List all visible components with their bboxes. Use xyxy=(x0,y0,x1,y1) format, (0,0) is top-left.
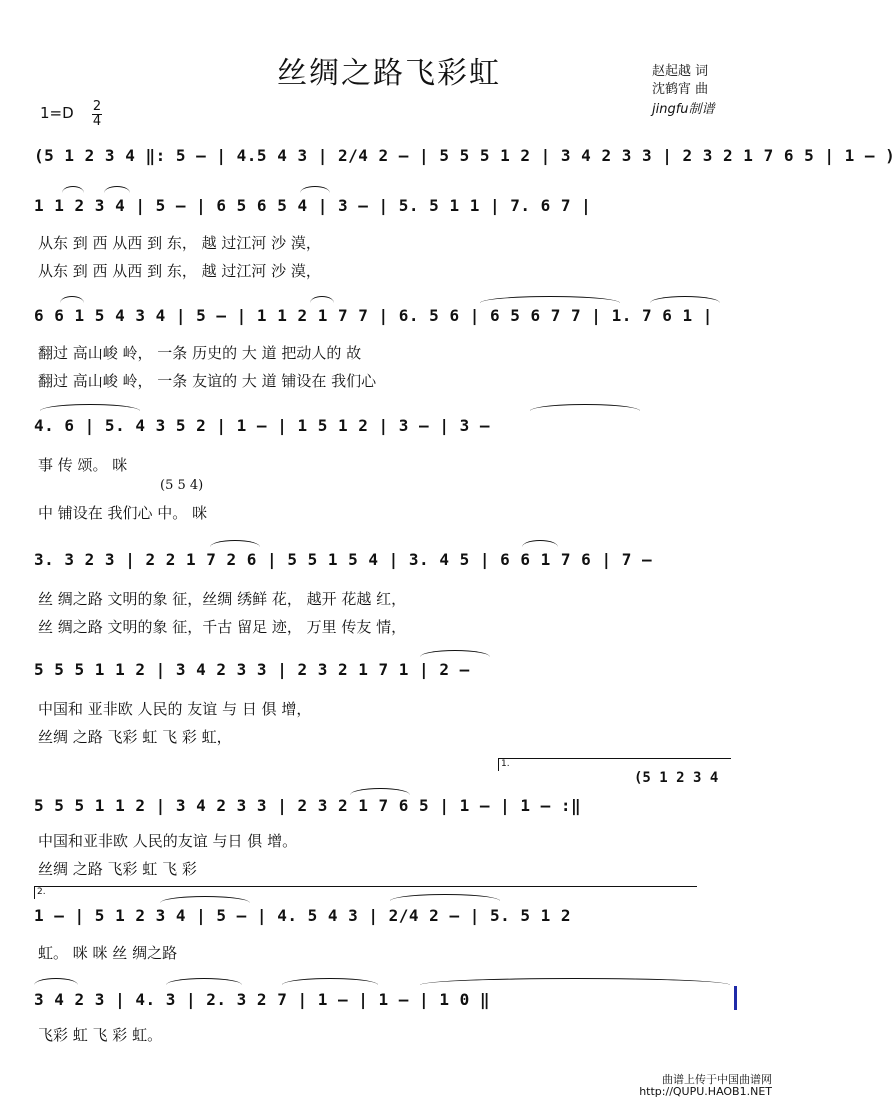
notation-line-6: 5 5 5 1 1 2 | 3 4 2 3 3 | 2 3 2 1 7 1 | 2 – xyxy=(34,660,470,679)
lyric-7a: 中国和亚非欧 人民的友谊 与日 俱 增。 xyxy=(38,832,298,850)
notation-line-5: 3. 3 2 3 | 2 2 1 7 2 6 | 5 5 1 5 4 | 3. 4 5 | 6 6 1 7 6 | 7 – xyxy=(34,550,653,569)
slur xyxy=(390,894,500,901)
lyric-4a: 事 传 颂。 咪 xyxy=(38,456,128,474)
slur xyxy=(104,186,130,193)
notation-line-9: 3 4 2 3 | 4. 3 | 2. 3 2 7 | 1 – | 1 – | 1 0 ‖ xyxy=(34,990,490,1009)
notation-line-4: 4. 6 | 5. 4 3 5 2 | 1 – | 1 5 1 2 | 3 – | 3 – xyxy=(34,416,490,435)
slur xyxy=(282,978,378,985)
transcriber-credit: jingfu制谱 xyxy=(652,102,715,117)
slur xyxy=(40,404,140,411)
lyric-6b: 丝绸 之路 飞彩 虹 飞 彩 虹， xyxy=(38,728,232,746)
lyric-5a: 丝 绸之路 文明的象 征，丝绸 绣鲜 花， 越开 花越 红， xyxy=(38,590,407,608)
second-ending-bracket: 2. xyxy=(34,886,697,899)
watermark-line-1: 曲谱上传于中国曲谱网 xyxy=(662,1073,772,1086)
notation-line-3: 6 6 1 5 4 3 4 | 5 – | 1 1 2 1 7 7 | 6. 5 6 | 6 5 6 7 7 | 1. 7 6 1 | xyxy=(34,306,713,325)
notation-line-8: 1 – | 5 1 2 3 4 | 5 – | 4. 5 4 3 | 2/4 2 – | 5. 5 1 2 xyxy=(34,906,572,925)
lyric-7b: 丝绸 之路 飞彩 虹 飞 彩 xyxy=(38,860,197,878)
song-title: 丝绸之路飞彩虹 xyxy=(277,56,501,91)
slur xyxy=(160,896,250,903)
slur xyxy=(420,650,490,657)
slur xyxy=(522,540,558,547)
lyric-3b: 翻过 高山峻 岭， 一条 友谊的 大 道 铺设在 我们心 xyxy=(38,372,377,390)
meter-top: 2 xyxy=(92,99,102,114)
meter-bottom: 4 xyxy=(92,114,102,129)
slur xyxy=(62,186,84,193)
notation-line-1: (5 1 2 3 4 ‖: 5 – | 4.5 4 3 | 2/4 2 – | 5 5 5 1 2 | 3 4 2 3 3 | 2 3 2 1 7 6 5 | 1 – ) xyxy=(34,146,895,165)
first-ending-bracket: 1. xyxy=(498,758,731,771)
time-signature xyxy=(92,100,102,129)
site-watermark xyxy=(639,1074,772,1098)
notation-line-2: 1 1 2 3 4 | 5 – | 6 5 6 5 4 | 3 – | 5. 5 1 1 | 7. 6 7 | xyxy=(34,196,592,215)
lyricist-credit: 赵起越 词 xyxy=(652,64,709,79)
slur xyxy=(350,788,410,795)
slur xyxy=(210,540,260,547)
lyric-4b: 中 铺设在 我们心 中。 咪 xyxy=(38,504,208,522)
watermark-line-2: http://QUPU.HAOB1.NET xyxy=(639,1085,772,1098)
slur xyxy=(166,978,242,985)
slur xyxy=(420,978,730,985)
slur xyxy=(530,404,640,411)
lyric-3a: 翻过 高山峻 岭， 一条 历史的 大 道 把动人的 故 xyxy=(38,344,362,362)
composer-credit: 沈鹤宵 曲 xyxy=(652,82,709,97)
pickup-notes: (5 1 2 3 4 xyxy=(634,770,719,786)
slur xyxy=(650,296,720,303)
slur xyxy=(300,186,330,193)
key-signature: 1=D xyxy=(40,104,74,122)
lyric-9: 飞彩 虹 飞 彩 虹。 xyxy=(38,1026,163,1044)
lyric-2b: 从东 到 西 从西 到 东， 越 过江河 沙 漠， xyxy=(38,262,321,280)
lyric-4-alt-notes: (5 5 4) xyxy=(160,478,204,493)
slur xyxy=(480,296,620,303)
lyric-8: 虹。 咪 咪 丝 绸之路 xyxy=(38,944,178,962)
final-barline xyxy=(734,986,737,1010)
slur xyxy=(310,296,334,303)
slur xyxy=(34,978,78,985)
lyric-6a: 中国和 亚非欧 人民的 友谊 与 日 俱 增， xyxy=(38,700,312,718)
lyric-2a: 从东 到 西 从西 到 东， 越 过江河 沙 漠， xyxy=(38,234,321,252)
slur xyxy=(60,296,84,303)
lyric-5b: 丝 绸之路 文明的象 征，千古 留足 迹， 万里 传友 情， xyxy=(38,618,407,636)
notation-line-7: 5 5 5 1 1 2 | 3 4 2 3 3 | 2 3 2 1 7 6 5 | 1 – | 1 – :‖ xyxy=(34,796,582,815)
